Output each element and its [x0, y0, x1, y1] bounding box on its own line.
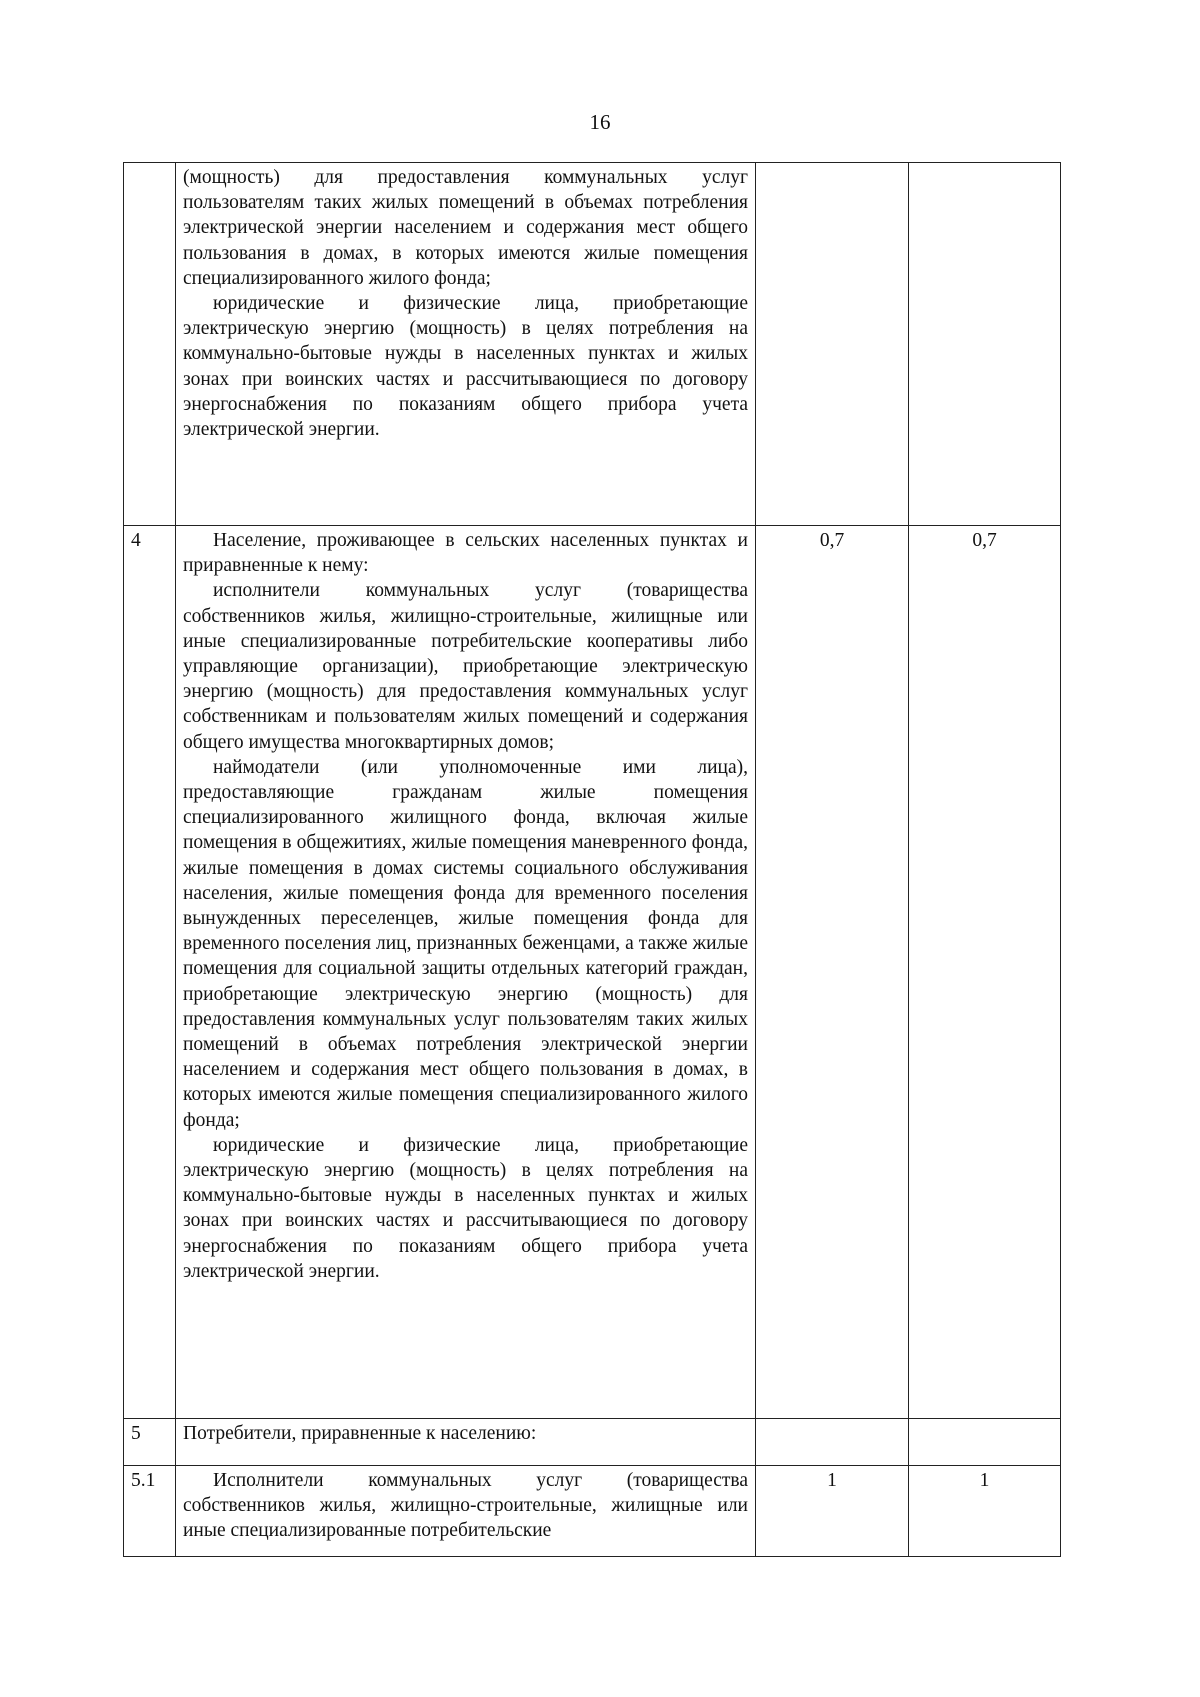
- row-number-cell: 5.1: [124, 1466, 176, 1557]
- row-description-cell: [176, 1466, 756, 1557]
- paragraph: Население, проживающее в сельских населенных пунктах и приравненные к нему:: [183, 530, 748, 577]
- row-description-cell: [176, 526, 756, 1419]
- row-description-cell: [176, 163, 756, 526]
- table-row: [124, 163, 1061, 526]
- table-row: [124, 526, 1061, 1419]
- value-cell-1: 1: [756, 1466, 909, 1557]
- paragraph: Исполнители коммунальных услуг (товарищества собственников жилья, жилищно-строительные, жилищные или иные специализированные потребительские: [183, 1470, 748, 1542]
- value-cell-1: [756, 1419, 909, 1466]
- paragraph: наймодатели (или уполномоченные ими лица), предоставляющие гражданам жилые помещения специализированного жилищного фонда, включая жилые помещения в общежитиях, жилые помещения маневренного фонда, жилые помещения в домах системы социального обслуживания населения, жилые помещения фонда для временного поселения вынужденных переселенцев, жилые помещения фонда для временного поселения лиц, признанных беженцами, а также жилые помещения для социальной защиты отдельных категорий граждан, приобретающие электрическую энергию (мощность) для предоставления коммунальных услуг пользователям таких жилых помещений в объемах потребления электрической энергии населением и содержания мест общего пользования в домах, в которых имеются жилые помещения специализированного жилого фонда;: [183, 756, 748, 1131]
- value-cell-1: [756, 163, 909, 526]
- value-cell-2: 1: [909, 1466, 1061, 1557]
- row-number-cell: 4: [124, 526, 176, 1419]
- paragraph: Потребители, приравненные к населению:: [183, 1423, 537, 1444]
- row-description-cell: [176, 1419, 756, 1466]
- paragraph: исполнители коммунальных услуг (товарищества собственников жилья, жилищно-строительные, жилищные или иные специализированные потребительские кооперативы либо управляющие организации), приобретающие электрическую энергию (мощность) для предоставления коммунальных услуг собственникам и пользователям жилых помещений и содержания общего имущества многоквартирных домов;: [183, 580, 748, 753]
- value-cell-2: 0,7: [909, 526, 1061, 1419]
- page-number: 16: [589, 110, 611, 134]
- tariff-table: [123, 162, 1061, 1557]
- row-number-cell: 5: [124, 1419, 176, 1466]
- value-cell-2: [909, 163, 1061, 526]
- paragraph: юридические и физические лица, приобретающие электрическую энергию (мощность) в целях потребления на коммунально-бытовые нужды в населенных пунктах и жилых зонах при воинских частях и рассчитывающиеся по договору энергоснабжения по показаниям общего прибора учета электрической энергии.: [183, 1134, 748, 1282]
- paragraph: (мощность) для предоставления коммунальных услуг пользователям таких жилых помещений в объемах потребления электрической энергии населением и содержания мест общего пользования в домах, в которых имеются жилые помещения специализированного жилого фонда;: [183, 167, 748, 289]
- paragraph: юридические и физические лица, приобретающие электрическую энергию (мощность) в целях потребления на коммунально-бытовые нужды в населенных пунктах и жилых зонах при воинских частях и рассчитывающиеся по договору энергоснабжения по показаниям общего прибора учета электрической энергии.: [183, 293, 748, 441]
- row-number-cell: [124, 163, 176, 526]
- table-row: [124, 1466, 1061, 1557]
- value-cell-1: 0,7: [756, 526, 909, 1419]
- value-cell-2: [909, 1419, 1061, 1466]
- table-row: [124, 1419, 1061, 1466]
